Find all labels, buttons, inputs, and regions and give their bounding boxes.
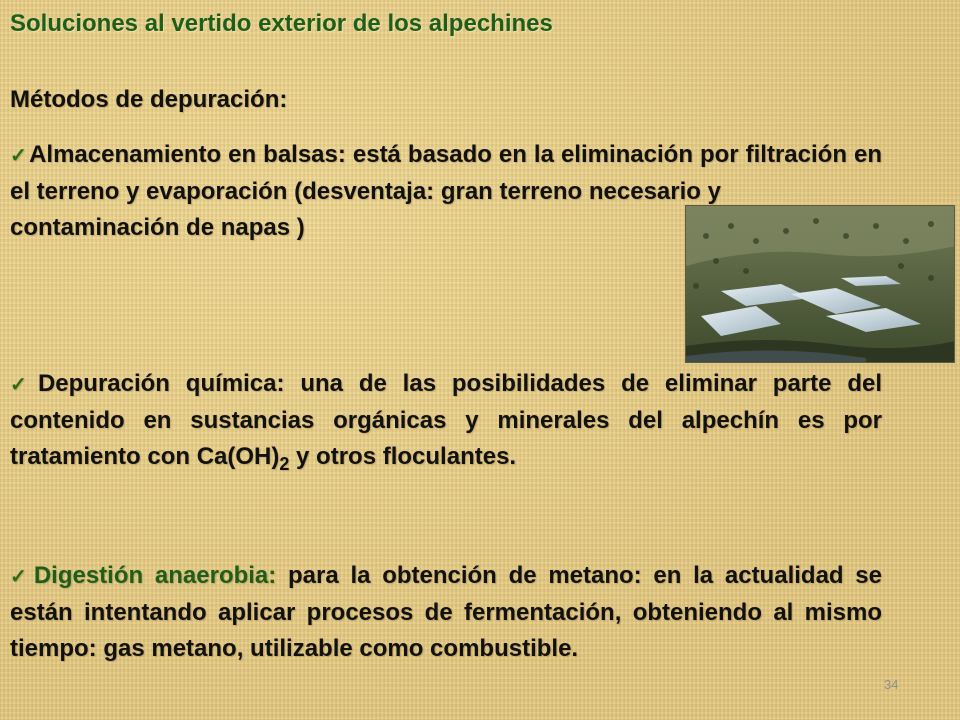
- bullet-digestion-anaerobia: [10, 558, 882, 667]
- evaporation-ponds-photo: [685, 205, 955, 363]
- page-number: 34: [884, 677, 899, 692]
- slide-title: Soluciones al vertido exterior de los alpechines: [10, 10, 553, 37]
- bullet-text: está basado en la eliminación por filtración en el terreno y evaporación (desventaja: gran terreno necesario y: [10, 141, 882, 205]
- bullet-heading: Depuración química:: [37, 370, 285, 397]
- checkmark-icon: ✓: [10, 566, 32, 588]
- bullet-heading: Almacenamiento en balsas:: [29, 141, 346, 168]
- bullet-text-continued: contaminación de napas ): [10, 214, 305, 241]
- bullet-text-continued: y otros floculantes.: [289, 443, 517, 470]
- bullet-depuracion-quimica: [10, 366, 882, 482]
- bullet-heading: Digestión anaerobia:: [33, 562, 277, 589]
- bullet-text: para la obtención de metano: en la actualidad se están intentando aplicar procesos de fermentación, obteniendo al mismo tiempo: gas metano, utilizable como combustible.: [10, 562, 883, 662]
- bullet-text: una de las posibilidades de eliminar parte del contenido en sustancias orgánicas y minerales del alpechín es por tratamiento con Ca(OH): [10, 370, 883, 470]
- section-subtitle: Métodos de depuración:: [10, 86, 288, 113]
- checkmark-icon: ✓: [10, 374, 36, 396]
- subscript: 2: [279, 453, 290, 474]
- checkmark-icon: ✓: [10, 145, 28, 167]
